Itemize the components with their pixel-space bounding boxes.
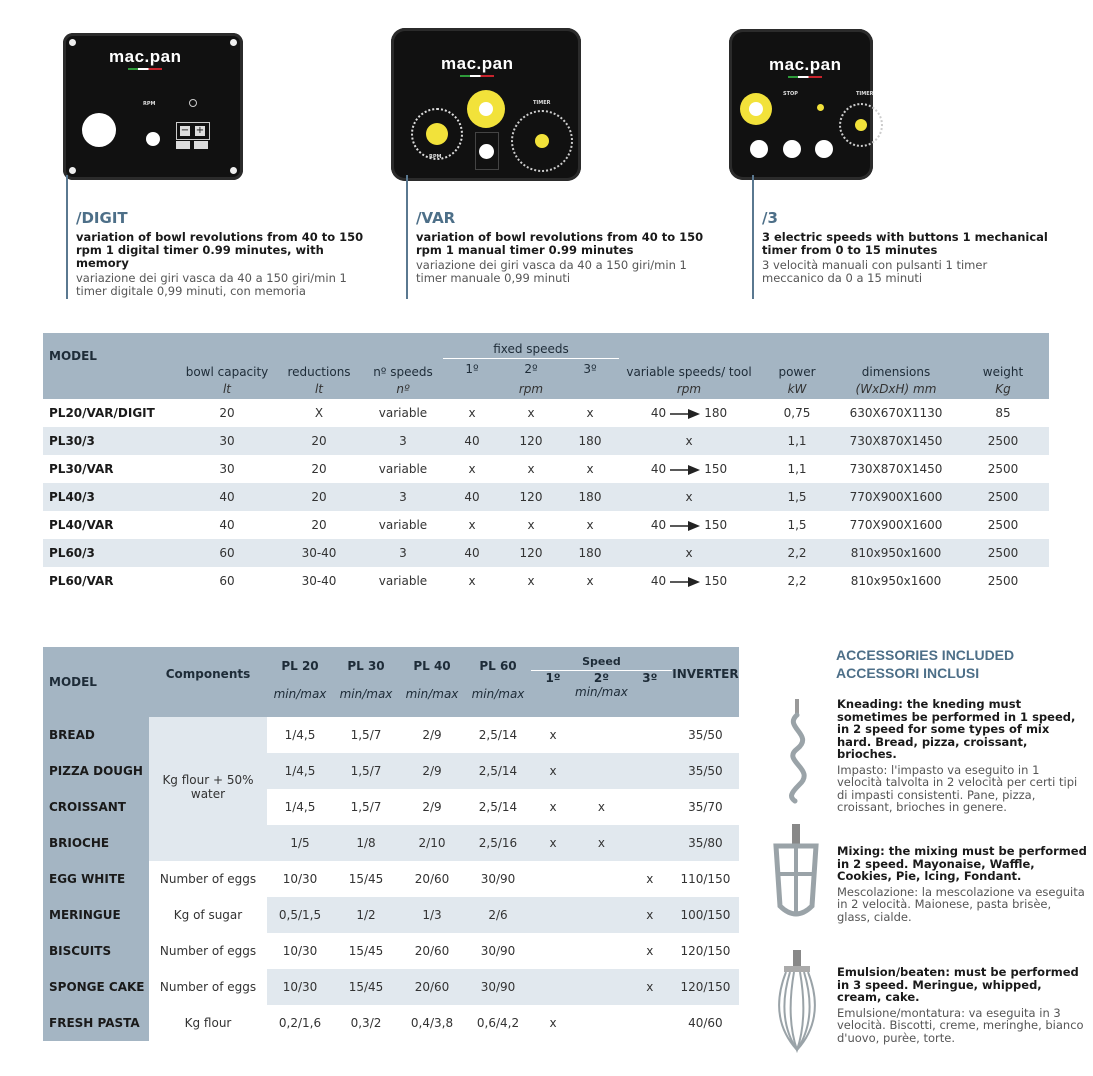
cell-pl60: 30/90	[480, 944, 516, 958]
english-text: variation of bowl revolutions from 40 to 150 rpm 1 manual timer 0.99 minutes	[416, 230, 704, 257]
cell-power: 1,1	[787, 462, 807, 476]
col-variable: variable speeds/ tool	[619, 333, 759, 379]
col-inverter: INVERTER	[672, 647, 739, 717]
cell-speeds: 3	[363, 483, 443, 511]
col-reductions: reductions	[275, 333, 363, 379]
unit-weight: Kg	[957, 379, 1049, 399]
cell-inv: 35/80	[672, 825, 739, 861]
cell-pl60: 2,5/14	[465, 753, 531, 789]
stop-button[interactable]	[479, 144, 494, 159]
unit-power: kW	[759, 379, 835, 399]
var-control-panel	[391, 28, 581, 181]
macpan-logo: mac.pan	[769, 55, 841, 78]
cell-s1: x	[549, 1016, 557, 1030]
cell-s1	[531, 897, 575, 933]
cell-var: 40 150	[650, 518, 728, 532]
cell-power: 0,75	[783, 406, 811, 420]
cell-model: PL60/VAR	[49, 574, 114, 588]
cell-pl30: 15/45	[348, 944, 384, 958]
cell-s3: x	[586, 518, 594, 532]
col-weight: weight	[957, 333, 1049, 379]
cell-s1	[531, 861, 575, 897]
col-pl30: PL 30 min/max	[333, 647, 399, 717]
col-model: MODEL	[43, 333, 179, 379]
cell-model: PL60/3	[43, 539, 179, 567]
macpan-logo: mac.pan	[109, 47, 181, 70]
cell-inv: 35/50	[688, 728, 723, 742]
cell-reductions: X	[314, 406, 324, 420]
cell-power: 2,2	[759, 539, 835, 567]
cell-pl20: 10/30	[282, 944, 318, 958]
cell-pl40: 2/9	[422, 800, 442, 814]
col-speed-1: 1º	[531, 671, 575, 717]
cell-s2	[575, 753, 628, 789]
cell-weight: 2500	[987, 518, 1019, 532]
col-model: MODEL	[43, 647, 149, 717]
cell-reductions: 30-40	[275, 539, 363, 567]
cell-components: Number of eggs	[149, 969, 267, 1005]
cell-inv: 100/150	[672, 897, 739, 933]
cell-pl40: 0,4/3,8	[410, 1016, 454, 1030]
col-speed: Speed	[531, 647, 672, 671]
unit-variable: rpm	[619, 379, 759, 399]
speed-dial[interactable]	[411, 108, 463, 160]
cell-components: Kg of sugar	[149, 897, 267, 933]
cell-s2: x	[527, 574, 535, 588]
cell-s2	[575, 861, 628, 897]
cell-pl30: 1/2	[333, 897, 399, 933]
cell-reductions: 30-40	[301, 574, 337, 588]
digital-display	[176, 122, 210, 140]
speed-knob[interactable]	[426, 123, 448, 145]
cell-inv: 110/150	[680, 872, 731, 886]
cell-s1: x	[468, 462, 476, 476]
indicator-light	[817, 104, 824, 111]
screw-icon	[230, 167, 237, 174]
cell-s2: x	[597, 800, 605, 814]
cell-s3	[628, 789, 672, 825]
cell-dimensions: 630X670X1130	[849, 406, 943, 420]
cell-s3: 180	[561, 483, 619, 511]
cell-pl20: 1/4,5	[284, 800, 316, 814]
accessory-kneading: Kneading: the kneding must sometimes be performed in 1 speed, in 2 speed for some types of mix hard. Bread, pizza, croissant, brioches. Impasto: l'impasto va eseguito in 1 velocità talvolta in 2 velocità per certi tipi di impasti consistenti. Pane, pizza, croissant, brioches in genere.	[837, 697, 1078, 814]
col-power: power	[759, 333, 835, 379]
start-button[interactable]	[82, 113, 116, 147]
cell-weight: 2500	[987, 462, 1019, 476]
cell-s3: x	[646, 872, 654, 886]
cell-reductions: 20	[311, 462, 327, 476]
cell-s1: x	[531, 825, 575, 861]
cell-pl30: 0,3/2	[350, 1016, 382, 1030]
cell-s1: x	[531, 753, 575, 789]
plus-button[interactable]: +	[195, 125, 205, 136]
cell-pl60: 0,6/4,2	[476, 1016, 520, 1030]
table-row	[43, 399, 1049, 427]
cell-speeds: variable	[378, 462, 428, 476]
cell-pl30: 1/8	[333, 825, 399, 861]
col-pl20: PL 20 min/max	[267, 647, 333, 717]
speed-selector-knob[interactable]	[467, 90, 505, 128]
table-row	[43, 789, 739, 825]
cell-power: 1,5	[787, 518, 807, 532]
cell-var: x	[619, 483, 759, 511]
cell-speeds: 3	[363, 427, 443, 455]
cell-pl30: 1,5/7	[350, 800, 382, 814]
unit-speeds: nº	[363, 379, 443, 399]
cell-var: x	[619, 427, 759, 455]
cell-s3: 180	[561, 539, 619, 567]
cell-model: PL30/VAR	[49, 462, 114, 476]
cell-pl30: 1,5/7	[333, 753, 399, 789]
start-timer-button[interactable]	[194, 141, 208, 149]
cell-s2: x	[527, 462, 535, 476]
cell-model: PL40/3	[43, 483, 179, 511]
reset-button[interactable]	[176, 141, 190, 149]
cell-pl20: 1/4,5	[284, 728, 316, 742]
cell-s3: x	[646, 944, 654, 958]
cell-s2	[575, 1005, 628, 1041]
cell-capacity: 60	[179, 539, 275, 567]
cell-inv: 35/50	[672, 753, 739, 789]
timer-label: TIMER	[533, 100, 551, 106]
cell-dimensions: 730X870X1450	[849, 462, 943, 476]
cell-s2: x	[527, 406, 535, 420]
cell-speeds: variable	[378, 518, 428, 532]
cell-pl60: 2,5/14	[478, 728, 518, 742]
cell-var: 40 150	[650, 574, 728, 588]
cell-s2: x	[527, 518, 535, 532]
table-row	[43, 933, 739, 969]
table-row	[43, 567, 1049, 595]
italian-text: variazione dei giri vasca da 40 a 150 giri/min 1 timer digitale 0,99 minuti, con memoria	[76, 271, 347, 298]
cell-pl40: 2/9	[422, 728, 442, 742]
timer-dial[interactable]	[839, 103, 883, 147]
cell-s1: x	[549, 800, 557, 814]
speed-3-button[interactable]	[815, 140, 833, 158]
timer-knob[interactable]	[535, 134, 549, 148]
cell-inv: 120/150	[680, 944, 731, 958]
cell-pl60: 30/90	[480, 872, 516, 886]
cell-components: Kg flour	[149, 1005, 267, 1041]
cell-power: 1,1	[759, 427, 835, 455]
table-row	[43, 717, 739, 753]
cell-s2: 120	[501, 483, 561, 511]
cell-pl60: 2,5/16	[465, 825, 531, 861]
cell-reductions: 20	[275, 483, 363, 511]
cell-power: 2,2	[787, 574, 807, 588]
cell-capacity: 40	[179, 483, 275, 511]
english-text: 3 electric speeds with buttons 1 mechanical timer from 0 to 15 minutes	[762, 230, 1048, 257]
cell-s2: x	[575, 825, 628, 861]
flat-beater-icon	[766, 822, 826, 926]
cell-pl20: 0,2/1,6	[278, 1016, 322, 1030]
cell-s1: x	[468, 406, 476, 420]
cell-s3: x	[586, 574, 594, 588]
arrow-right-icon	[666, 465, 704, 475]
digit-description	[66, 175, 376, 299]
cell-s1	[531, 933, 575, 969]
arrow-right-icon	[666, 521, 704, 531]
cell-dimensions: 770X900X1600	[835, 483, 957, 511]
cell-pl20: 10/30	[267, 969, 333, 1005]
cell-pl40: 20/60	[414, 944, 450, 958]
three-speed-control-panel	[729, 29, 873, 180]
cell-s2: 120	[501, 539, 561, 567]
unit-dimensions: (WxDxH) mm	[835, 379, 957, 399]
cell-pl40: 20/60	[414, 872, 450, 886]
three-description	[752, 175, 1052, 299]
cell-pl60: 2/6	[465, 897, 531, 933]
digit-control-panel	[63, 33, 243, 180]
cell-model: BISCUITS	[43, 933, 149, 969]
table-row	[43, 969, 739, 1005]
cell-model: EGG WHITE	[43, 861, 149, 897]
models-spec-table	[43, 333, 1049, 595]
cell-model: PL20/VAR/DIGIT	[49, 406, 155, 420]
col-speed-3: 3º	[561, 359, 619, 379]
cell-model: BREAD	[43, 717, 149, 753]
panel-code: /DIGIT	[76, 209, 128, 227]
cell-s1: x	[468, 518, 476, 532]
cell-reductions: 20	[275, 427, 363, 455]
cell-capacity: 30	[179, 427, 275, 455]
cell-pl40: 2/10	[399, 825, 465, 861]
table-row	[43, 753, 739, 789]
col-pl60: PL 60 min/max	[465, 647, 531, 717]
italian-text: variazione dei giri vasca da 40 a 150 giri/min 1 timer manuale 0,99 minuti	[416, 258, 687, 285]
cell-pl20: 0,5/1,5	[267, 897, 333, 933]
timer-knob[interactable]	[855, 119, 867, 131]
unit-reductions: lt	[275, 379, 363, 399]
cell-capacity: 60	[219, 574, 235, 588]
macpan-logo: mac.pan	[441, 54, 513, 77]
col-dimensions: dimensions	[835, 333, 957, 379]
cell-pl20: 10/30	[282, 872, 318, 886]
cell-model: PIZZA DOUGH	[43, 753, 149, 789]
indicator-light	[146, 132, 160, 146]
cell-model: PL40/VAR	[49, 518, 114, 532]
table-row	[43, 455, 1049, 483]
cell-pl60: 2,5/14	[478, 800, 518, 814]
cell-s1: 40	[443, 427, 501, 455]
button-housing	[475, 132, 499, 170]
screw-icon	[69, 167, 76, 174]
accessory-mixing: Mixing: the mixing must be performed in 2 speed. Mayonaise, Waffle, Cookies, Pie, lcing, Fondant. Mescolazione: la mescolazione va eseguita in 2 velocità. Maionese, pasta brisèe, glass, cialde.	[837, 844, 1087, 924]
cell-s2	[575, 897, 628, 933]
col-speed-3: 3º	[628, 671, 672, 717]
stop-label: STOP	[783, 91, 798, 97]
cell-var: x	[619, 539, 759, 567]
cell-dimensions: 810x950x1600	[850, 574, 942, 588]
cell-s2	[575, 933, 628, 969]
table-row	[43, 861, 739, 897]
cell-s2	[575, 717, 628, 753]
cell-inv: 35/70	[688, 800, 723, 814]
col-components: Components	[149, 647, 267, 717]
panel-code: /3	[762, 209, 778, 227]
minus-button[interactable]: −	[180, 125, 190, 136]
cell-capacity: 40	[219, 518, 235, 532]
cell-dimensions: 770X900X1600	[849, 518, 943, 532]
rpm-label: RPM	[429, 154, 442, 160]
cell-s3: 180	[561, 427, 619, 455]
accessories-title: ACCESSORIES INCLUDED ACCESSORI INCLUSI	[836, 647, 1015, 681]
screw-icon	[230, 39, 237, 46]
cell-pl40: 2/9	[399, 753, 465, 789]
table-row	[43, 483, 1049, 511]
cell-s3: x	[586, 462, 594, 476]
col-capacity: bowl capacity	[179, 333, 275, 379]
unit-capacity: lt	[179, 379, 275, 399]
cell-pl60: 30/90	[465, 969, 531, 1005]
cell-inv: 40/60	[688, 1016, 723, 1030]
cell-dimensions: 810x950x1600	[835, 539, 957, 567]
timer-dial[interactable]	[511, 110, 573, 172]
italian-text: 3 velocità manuali con pulsanti 1 timer meccanico da 0 a 15 minuti	[762, 258, 988, 285]
cell-pl40: 20/60	[399, 969, 465, 1005]
cell-pl20: 1/4,5	[267, 753, 333, 789]
cell-s3	[628, 1005, 672, 1041]
cell-s2	[575, 969, 628, 1005]
col-speed-2: 2º	[501, 359, 561, 379]
cell-weight: 2500	[957, 539, 1049, 567]
cell-s1: 40	[443, 539, 501, 567]
cell-s3: x	[628, 969, 672, 1005]
cell-s1: x	[549, 728, 557, 742]
col-fixed-speeds: fixed speeds	[443, 333, 619, 359]
table-row	[43, 539, 1049, 567]
rpm-label: RPM	[143, 101, 156, 107]
speed-1-button[interactable]	[750, 140, 768, 158]
table-row	[43, 427, 1049, 455]
cell-pl30: 15/45	[348, 872, 384, 886]
unit-fixed: rpm	[501, 379, 561, 399]
mixing-capacity-table	[43, 647, 739, 1041]
cell-weight: 85	[995, 406, 1011, 420]
cell-model: MERINGUE	[43, 897, 149, 933]
cell-s1: 40	[443, 483, 501, 511]
cell-speeds: variable	[378, 574, 428, 588]
cell-weight: 2500	[957, 483, 1049, 511]
table-row	[43, 825, 739, 861]
cell-components: Number of eggs	[149, 933, 267, 969]
accessory-emulsion: Emulsion/beaten: must be performed in 3 speed. Meringue, whipped, cream, cake. Emulsione/montatura: va eseguita in 3 velocità. Biscotti, creme, meringhe, bianco d'uovo, purèe, torte.	[837, 965, 1084, 1045]
cell-components: Number of eggs	[149, 861, 267, 897]
arrow-right-icon	[666, 409, 704, 419]
cell-var: 40 150	[650, 462, 728, 476]
cell-s3	[628, 717, 672, 753]
cell-model: BRIOCHE	[43, 825, 149, 861]
cell-capacity: 30	[219, 462, 235, 476]
col-speed-2: 2º min/max	[575, 671, 628, 717]
cell-pl30: 15/45	[333, 969, 399, 1005]
cell-reductions: 20	[311, 518, 327, 532]
cell-dimensions: 730X870X1450	[835, 427, 957, 455]
cell-capacity: 20	[219, 406, 235, 420]
speed-2-button[interactable]	[783, 140, 801, 158]
table-row	[43, 511, 1049, 539]
cell-speeds: variable	[378, 406, 428, 420]
emergency-stop-button[interactable]	[740, 93, 772, 125]
cell-pl20: 1/5	[267, 825, 333, 861]
table-row	[43, 897, 739, 933]
cell-s1: x	[468, 574, 476, 588]
var-description	[406, 175, 716, 299]
cell-model: SPONGE CAKE	[43, 969, 149, 1005]
col-speeds: nº speeds	[363, 333, 443, 379]
cell-s3	[628, 825, 672, 861]
cell-speeds: 3	[363, 539, 443, 567]
col-speed-1: 1º	[443, 359, 501, 379]
cell-components-group: Kg flour + 50% water	[149, 717, 267, 861]
cell-weight: 2500	[957, 427, 1049, 455]
timer-label: TIMER	[856, 91, 874, 97]
cell-s3: x	[586, 406, 594, 420]
cell-weight: 2500	[987, 574, 1019, 588]
spiral-hook-icon	[775, 697, 825, 805]
arrow-right-icon	[666, 577, 704, 587]
col-pl40: PL 40 min/max	[399, 647, 465, 717]
cell-s1	[531, 969, 575, 1005]
cell-inv: 120/150	[672, 969, 739, 1005]
english-text: variation of bowl revolutions from 40 to 150 rpm 1 digital timer 0.99 minutes, with memory	[76, 230, 364, 270]
cell-s2: 120	[501, 427, 561, 455]
cell-power: 1,5	[759, 483, 835, 511]
table-row	[43, 1005, 739, 1041]
wire-whisk-icon	[766, 948, 828, 1054]
screw-icon	[69, 39, 76, 46]
cell-s3: x	[628, 897, 672, 933]
cell-var: 40 180	[650, 406, 728, 420]
cell-pl30: 1,5/7	[350, 728, 382, 742]
timer-icon	[189, 99, 197, 107]
panel-code: /VAR	[416, 209, 456, 227]
cell-model: CROISSANT	[43, 789, 149, 825]
cell-pl40: 1/3	[399, 897, 465, 933]
cell-s3	[628, 753, 672, 789]
cell-model: FRESH PASTA	[43, 1005, 149, 1041]
cell-model: PL30/3	[43, 427, 179, 455]
